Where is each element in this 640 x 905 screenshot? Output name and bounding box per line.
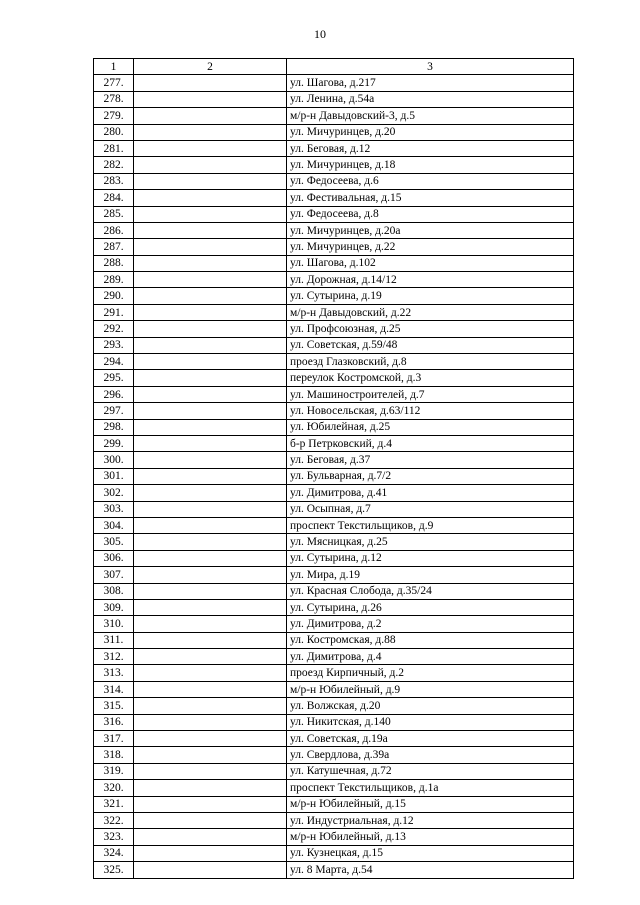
row-address-cell: ул. Мичуринцев, д.20а	[287, 222, 574, 238]
row-address-cell: ул. Ленина, д.54а	[287, 91, 574, 107]
row-number-cell: 305.	[94, 534, 134, 550]
table-row	[94, 239, 574, 255]
row-name-cell	[134, 75, 287, 91]
row-address-cell: ул. Бульварная, д.7/2	[287, 468, 574, 484]
row-address-cell: ул. Беговая, д.12	[287, 140, 574, 156]
row-name-cell	[134, 534, 287, 550]
table-row	[94, 91, 574, 107]
row-address-cell: ул. Никитская, д.140	[287, 714, 574, 730]
table-header-row	[94, 59, 574, 75]
table-row	[94, 632, 574, 648]
table-row	[94, 272, 574, 288]
row-name-cell	[134, 190, 287, 206]
row-number-cell: 300.	[94, 452, 134, 468]
table-row	[94, 845, 574, 861]
row-name-cell	[134, 698, 287, 714]
row-name-cell	[134, 91, 287, 107]
row-address-cell: ул. 8 Марта, д.54	[287, 862, 574, 878]
table-row	[94, 173, 574, 189]
row-number-cell: 324.	[94, 845, 134, 861]
table-row	[94, 534, 574, 550]
row-name-cell	[134, 501, 287, 517]
row-name-cell	[134, 206, 287, 222]
row-address-cell: ул. Советская, д.59/48	[287, 337, 574, 353]
table-row	[94, 812, 574, 828]
row-number-cell: 308.	[94, 583, 134, 599]
row-number-cell: 320.	[94, 780, 134, 796]
row-number-cell: 294.	[94, 354, 134, 370]
column-header-2: 2	[134, 59, 287, 75]
table-row	[94, 288, 574, 304]
row-number-cell: 285.	[94, 206, 134, 222]
row-number-cell: 318.	[94, 747, 134, 763]
table-row	[94, 796, 574, 812]
row-number-cell: 304.	[94, 517, 134, 533]
table-row	[94, 862, 574, 878]
table-row	[94, 485, 574, 501]
row-number-cell: 321.	[94, 796, 134, 812]
row-address-cell: проспект Текстильщиков, д.1а	[287, 780, 574, 796]
table-row	[94, 403, 574, 419]
row-number-cell: 277.	[94, 75, 134, 91]
table-row	[94, 763, 574, 779]
row-address-cell: ул. Осыпная, д.7	[287, 501, 574, 517]
table-row	[94, 255, 574, 271]
table-row	[94, 337, 574, 353]
row-number-cell: 286.	[94, 222, 134, 238]
row-address-cell: м/р-н Давыдовский-3, д.5	[287, 108, 574, 124]
row-number-cell: 282.	[94, 157, 134, 173]
row-name-cell	[134, 124, 287, 140]
row-name-cell	[134, 173, 287, 189]
row-address-cell: ул. Шагова, д.102	[287, 255, 574, 271]
row-name-cell	[134, 731, 287, 747]
table-row	[94, 665, 574, 681]
row-number-cell: 325.	[94, 862, 134, 878]
row-name-cell	[134, 435, 287, 451]
table-row	[94, 321, 574, 337]
table-row	[94, 681, 574, 697]
row-number-cell: 306.	[94, 550, 134, 566]
row-name-cell	[134, 288, 287, 304]
row-address-cell: ул. Сутырина, д.26	[287, 599, 574, 615]
row-address-cell: м/р-н Юбилейный, д.9	[287, 681, 574, 697]
row-name-cell	[134, 157, 287, 173]
row-address-cell: ул. Шагова, д.217	[287, 75, 574, 91]
row-name-cell	[134, 714, 287, 730]
row-number-cell: 293.	[94, 337, 134, 353]
row-name-cell	[134, 485, 287, 501]
row-number-cell: 290.	[94, 288, 134, 304]
row-address-cell: ул. Фестивальная, д.15	[287, 190, 574, 206]
row-number-cell: 299.	[94, 435, 134, 451]
row-number-cell: 303.	[94, 501, 134, 517]
row-address-cell: ул. Беговая, д.37	[287, 452, 574, 468]
table-row	[94, 419, 574, 435]
row-name-cell	[134, 354, 287, 370]
table-row	[94, 550, 574, 566]
row-address-cell: проспект Текстильщиков, д.9	[287, 517, 574, 533]
table-row	[94, 829, 574, 845]
row-name-cell	[134, 255, 287, 271]
table-row	[94, 599, 574, 615]
row-number-cell: 307.	[94, 567, 134, 583]
row-address-cell: переулок Костромской, д.3	[287, 370, 574, 386]
row-name-cell	[134, 337, 287, 353]
row-address-cell: м/р-н Юбилейный, д.15	[287, 796, 574, 812]
table-row	[94, 698, 574, 714]
row-address-cell: ул. Мичуринцев, д.18	[287, 157, 574, 173]
table-row	[94, 616, 574, 632]
row-name-cell	[134, 468, 287, 484]
row-name-cell	[134, 583, 287, 599]
row-name-cell	[134, 567, 287, 583]
row-name-cell	[134, 272, 287, 288]
row-number-cell: 279.	[94, 108, 134, 124]
row-name-cell	[134, 304, 287, 320]
row-number-cell: 319.	[94, 763, 134, 779]
row-address-cell: ул. Федосеева, д.6	[287, 173, 574, 189]
row-address-cell: ул. Сутырина, д.12	[287, 550, 574, 566]
row-address-cell: ул. Мичуринцев, д.22	[287, 239, 574, 255]
table-row	[94, 468, 574, 484]
row-number-cell: 309.	[94, 599, 134, 615]
row-number-cell: 302.	[94, 485, 134, 501]
table-row	[94, 206, 574, 222]
row-address-cell: ул. Димитрова, д.2	[287, 616, 574, 632]
row-name-cell	[134, 845, 287, 861]
row-number-cell: 313.	[94, 665, 134, 681]
table-row	[94, 714, 574, 730]
row-address-cell: ул. Юбилейная, д.25	[287, 419, 574, 435]
row-address-cell: ул. Мясницкая, д.25	[287, 534, 574, 550]
row-address-cell: ул. Кузнецкая, д.15	[287, 845, 574, 861]
table-row	[94, 222, 574, 238]
row-name-cell	[134, 632, 287, 648]
row-address-cell: ул. Индустриальная, д.12	[287, 812, 574, 828]
row-name-cell	[134, 649, 287, 665]
row-name-cell	[134, 681, 287, 697]
row-number-cell: 312.	[94, 649, 134, 665]
row-address-cell: ул. Дорожная, д.14/12	[287, 272, 574, 288]
row-number-cell: 310.	[94, 616, 134, 632]
row-address-cell: ул. Мира, д.19	[287, 567, 574, 583]
row-name-cell	[134, 550, 287, 566]
row-name-cell	[134, 862, 287, 878]
table-row	[94, 370, 574, 386]
row-address-cell: ул. Советская, д.19а	[287, 731, 574, 747]
row-number-cell: 287.	[94, 239, 134, 255]
row-number-cell: 292.	[94, 321, 134, 337]
row-name-cell	[134, 665, 287, 681]
row-number-cell: 280.	[94, 124, 134, 140]
column-header-3: 3	[287, 59, 574, 75]
row-number-cell: 288.	[94, 255, 134, 271]
row-number-cell: 283.	[94, 173, 134, 189]
row-name-cell	[134, 419, 287, 435]
row-address-cell: ул. Костромская, д.88	[287, 632, 574, 648]
row-address-cell: ул. Волжская, д.20	[287, 698, 574, 714]
table-row	[94, 354, 574, 370]
row-number-cell: 298.	[94, 419, 134, 435]
table-row	[94, 108, 574, 124]
row-number-cell: 323.	[94, 829, 134, 845]
table-row	[94, 386, 574, 402]
row-name-cell	[134, 796, 287, 812]
table-body	[94, 75, 574, 878]
row-name-cell	[134, 616, 287, 632]
row-name-cell	[134, 812, 287, 828]
row-address-cell: ул. Димитрова, д.41	[287, 485, 574, 501]
row-name-cell	[134, 829, 287, 845]
row-name-cell	[134, 108, 287, 124]
row-number-cell: 289.	[94, 272, 134, 288]
row-address-cell: ул. Димитрова, д.4	[287, 649, 574, 665]
table-row	[94, 140, 574, 156]
table-row	[94, 124, 574, 140]
row-name-cell	[134, 370, 287, 386]
page-number: 10	[314, 27, 326, 41]
table-row	[94, 567, 574, 583]
row-address-cell: ул. Катушечная, д.72	[287, 763, 574, 779]
row-name-cell	[134, 452, 287, 468]
column-header-1: 1	[94, 59, 134, 75]
row-address-cell: м/р-н Давыдовский, д.22	[287, 304, 574, 320]
row-address-cell: ул. Свердлова, д.39а	[287, 747, 574, 763]
table-row	[94, 747, 574, 763]
row-name-cell	[134, 222, 287, 238]
row-name-cell	[134, 403, 287, 419]
row-name-cell	[134, 763, 287, 779]
row-address-cell: ул. Машиностроителей, д.7	[287, 386, 574, 402]
row-address-cell: м/р-н Юбилейный, д.13	[287, 829, 574, 845]
row-number-cell: 315.	[94, 698, 134, 714]
row-address-cell: проезд Глазковский, д.8	[287, 354, 574, 370]
row-address-cell: ул. Сутырина, д.19	[287, 288, 574, 304]
row-number-cell: 296.	[94, 386, 134, 402]
row-address-cell: проезд Кирпичный, д.2	[287, 665, 574, 681]
row-name-cell	[134, 321, 287, 337]
table-row	[94, 583, 574, 599]
row-name-cell	[134, 780, 287, 796]
row-address-cell: ул. Профсоюзная, д.25	[287, 321, 574, 337]
row-address-cell: ул. Мичуринцев, д.20	[287, 124, 574, 140]
row-number-cell: 316.	[94, 714, 134, 730]
table-row	[94, 435, 574, 451]
row-name-cell	[134, 747, 287, 763]
row-address-cell: ул. Новосельская, д.63/112	[287, 403, 574, 419]
row-number-cell: 297.	[94, 403, 134, 419]
row-number-cell: 322.	[94, 812, 134, 828]
table-row	[94, 649, 574, 665]
address-table	[93, 58, 574, 879]
row-number-cell: 284.	[94, 190, 134, 206]
row-name-cell	[134, 140, 287, 156]
row-number-cell: 291.	[94, 304, 134, 320]
table-row	[94, 190, 574, 206]
row-number-cell: 311.	[94, 632, 134, 648]
table-row	[94, 452, 574, 468]
row-name-cell	[134, 599, 287, 615]
row-number-cell: 281.	[94, 140, 134, 156]
table-row	[94, 157, 574, 173]
row-number-cell: 317.	[94, 731, 134, 747]
table-row	[94, 731, 574, 747]
table-row	[94, 304, 574, 320]
table-row	[94, 780, 574, 796]
row-name-cell	[134, 239, 287, 255]
row-number-cell: 314.	[94, 681, 134, 697]
row-number-cell: 301.	[94, 468, 134, 484]
row-number-cell: 295.	[94, 370, 134, 386]
row-address-cell: ул. Красная Слобода, д.35/24	[287, 583, 574, 599]
row-name-cell	[134, 386, 287, 402]
table-row	[94, 517, 574, 533]
row-number-cell: 278.	[94, 91, 134, 107]
table-row	[94, 75, 574, 91]
table-row	[94, 501, 574, 517]
row-address-cell: ул. Федосеева, д.8	[287, 206, 574, 222]
row-name-cell	[134, 517, 287, 533]
row-address-cell: б-р Петрковский, д.4	[287, 435, 574, 451]
